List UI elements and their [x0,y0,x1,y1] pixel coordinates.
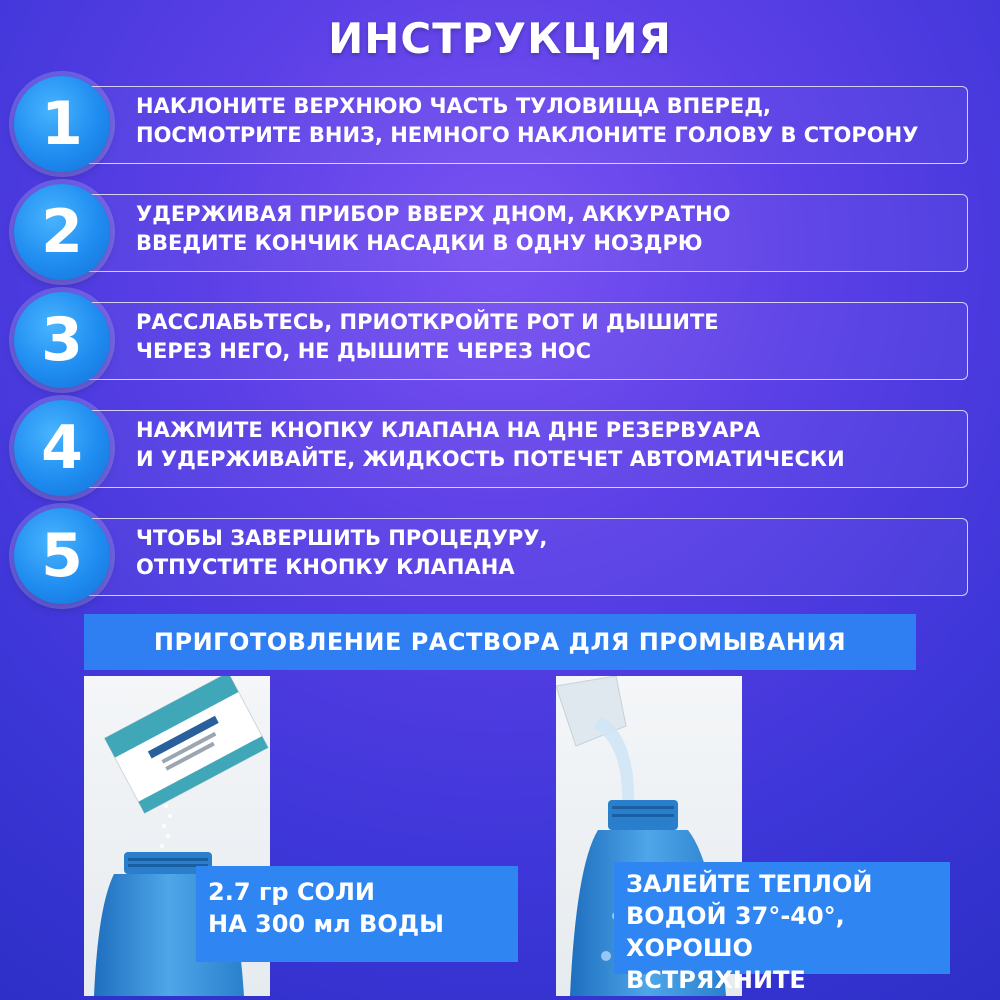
salt-ratio-caption [196,866,518,962]
step-5 [14,508,968,606]
caption-line: 2.7 гр СОЛИ [208,878,375,906]
step-number-badge: 2 [14,184,110,280]
step-text-line: И УДЕРЖИВАЙТЕ, ЖИДКОСТЬ ПОТЕЧЕТ АВТОМАТИЧЕСКИ [136,447,845,471]
step-text-line: РАССЛАБЬТЕСЬ, ПРИОТКРОЙТЕ РОТ И ДЫШИТЕ [136,310,719,334]
step-3 [14,292,968,390]
step-4 [14,400,968,498]
step-text-line: ЧЕРЕЗ НЕГО, НЕ ДЫШИТЕ ЧЕРЕЗ НОС [136,339,592,363]
step-number-badge: 3 [14,292,110,388]
caption-line: НА 300 мл ВОДЫ [208,910,444,938]
step-number-badge: 1 [14,76,110,172]
caption-line: ЗАЛЕЙТЕ ТЕПЛОЙ [626,870,873,898]
step-number-badge: 5 [14,508,110,604]
step-text-line: ВВЕДИТЕ КОНЧИК НАСАДКИ В ОДНУ НОЗДРЮ [136,231,703,255]
caption-line: ВОДОЙ 37°-40°, [626,902,845,930]
step-text [136,200,966,258]
step-text-line: ПОСМОТРИТЕ ВНИЗ, НЕМНОГО НАКЛОНИТЕ ГОЛОВУ В СТОРОНУ [136,123,919,147]
step-text [136,416,966,474]
step-text-line: НАКЛОНИТЕ ВЕРХНЮЮ ЧАСТЬ ТУЛОВИЩА ВПЕРЕД, [136,94,771,118]
step-text-line: НАЖМИТЕ КНОПКУ КЛАПАНА НА ДНЕ РЕЗЕРВУАРА [136,418,761,442]
step-text [136,524,966,582]
step-2 [14,184,968,282]
step-text [136,92,966,150]
step-1 [14,76,968,174]
step-number-badge: 4 [14,400,110,496]
solution-banner: ПРИГОТОВЛЕНИЕ РАСТВОРА ДЛЯ ПРОМЫВАНИЯ [84,614,916,670]
step-text-line: ЧТОБЫ ЗАВЕРШИТЬ ПРОЦЕДУРУ, [136,526,548,550]
caption-line: ХОРОШО ВСТРЯХНИТЕ [626,934,806,994]
step-text-line: ОТПУСТИТЕ КНОПКУ КЛАПАНА [136,555,515,579]
water-caption [614,862,950,994]
step-text [136,308,966,366]
page-title: ИНСТРУКЦИЯ [328,14,672,63]
step-text-line: УДЕРЖИВАЯ ПРИБОР ВВЕРХ ДНОМ, АККУРАТНО [136,202,731,226]
